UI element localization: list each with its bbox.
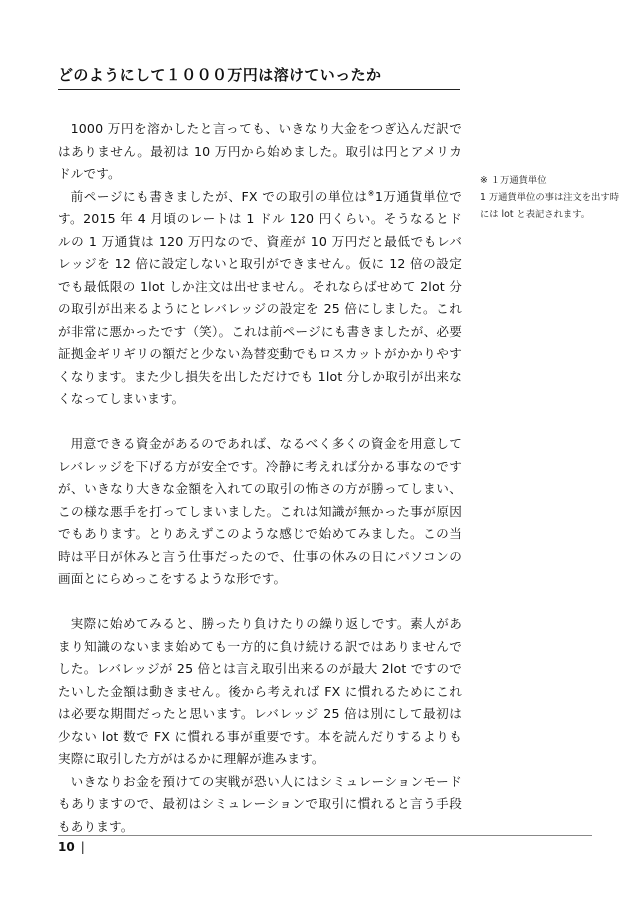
annotation-mark: ※ — [367, 188, 375, 198]
main-text — [58, 118, 462, 838]
page-number-separator: | — [80, 840, 85, 854]
footer-divider — [58, 835, 592, 836]
page-number-value: 10 — [58, 840, 75, 854]
page-title: どのようにして１０００万円は溶けていったか — [58, 64, 460, 90]
page-number — [58, 840, 85, 854]
paragraph-1: 1000 万円を溶かしたと言っても、いきなり大金をつぎ込んだ訳ではありません。最初は 10 万円から始めました。取引は円とアメリカドルです。 — [58, 121, 462, 181]
side-note-heading: ※ １万通貨単位 — [480, 175, 547, 186]
paragraph-4: 実際に始めてみると、勝ったり負けたりの繰り返しです。素人があまり知識のないまま始めても一方的に負け続ける訳ではありませんでした。レバレッジが 25 倍とは言え取引出来るのが最大 2lot ですのでたいした金額は動きません。後から考えれば FX に慣れるためにこれは必要な期間だったと思います。レバレッジ 25 倍は別にして最初は少ない lot 数で FX に慣れる事が重要です。本を読んだりするよりも実際に取引した方がはるかに理解が進みます。 — [58, 616, 462, 766]
paragraph-2-lead: 前ページにも書きましたが、FX での取引の単位は — [70, 188, 368, 204]
paragraph-2 — [58, 186, 462, 411]
side-note — [480, 172, 620, 223]
paragraph-5: いきなりお金を預けての実戦が恐い人にはシミュレーションモードもありますので、最初はシミュレーションで取引に慣れると言う手段もあります。 — [58, 773, 462, 834]
side-note-body: 1 万通貨単位の事は注文を出す時には lot と表記されます。 — [480, 192, 620, 220]
paragraph-2-rest: 1万通貨単位です。2015 年 4 月頃のレートは 1 ドル 120 円くらい。そうなるとドルの 1 万通貨は 120 万円なので、資産が 10 万円だと最低でもレバレッジを 12 倍に設定しないと取引ができません。仮に 12 倍の設定でも最低限の 1lot しか注文は出せません。それならばせめて 2lot 分の取引が出来るようにとレバレッジの設定を 25 倍にしました。これが非常に悪かったです（笑）。これは前ページにも書きましたが、必要証拠金ギリギリの額だと少ない為替変動でもロスカットがかかりやすくなります。また少し損失を出しただけでも 1lot 分しか取引が出来なくなってしまいます。 — [58, 188, 462, 406]
paragraph-3: 用意できる資金があるのであれば、なるべく多くの資金を用意してレバレッジを下げる方が安全です。冷静に考えれば分かる事なのですが、いきなり大きな金額を入れての取引の怖さの方が勝ってしまい、この様な悪手を打ってしまいました。これは知識が無かった事が原因でもあります。とりあえずこのような感じで始めてみました。この当時は平日が休みと言う仕事だったので、仕事の休みの日にパソコンの画面とにらめっこをするような形です。 — [58, 436, 462, 586]
